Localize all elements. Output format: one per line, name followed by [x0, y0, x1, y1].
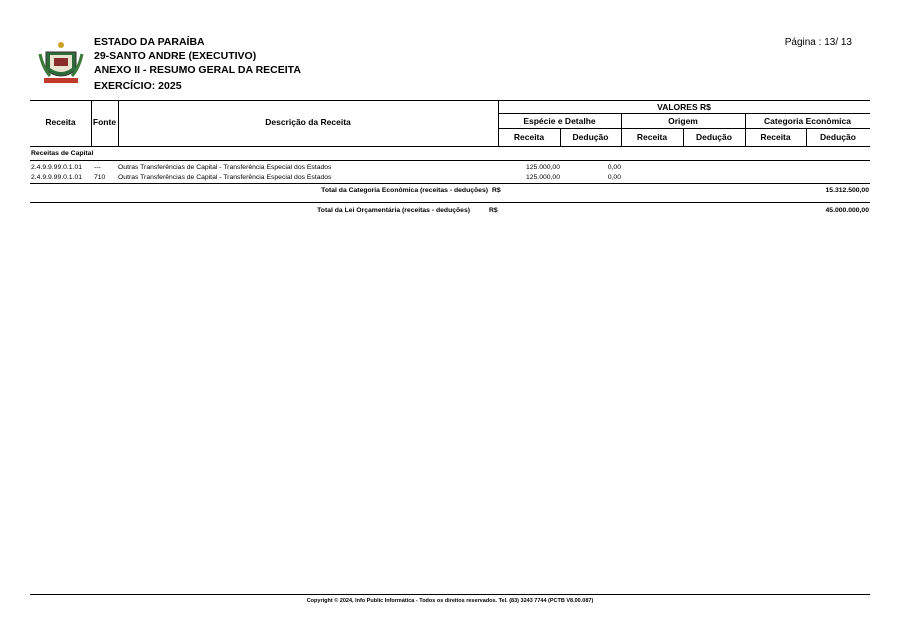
- copyright-footer: Copyright © 2024, Info Public Informática - Todos os direitos reservados. Tel. (83) 3243 7744 (PCTB V8.00.087): [306, 598, 594, 604]
- sub-header-deducao: Dedução: [572, 132, 609, 142]
- row-descricao: Outras Transferências de Capital - Transferência Especial dos Estados: [118, 174, 332, 181]
- sub-header-receita: Receita: [760, 132, 791, 142]
- total-lei-label: Total da Lei Orçamentária (receitas - deduções): [317, 207, 470, 214]
- section-title: Receitas de Capital: [31, 150, 94, 157]
- fiscal-year: EXERCÍCIO: 2025: [94, 80, 182, 92]
- group-especie-detalhe: Espécie e Detalhe: [523, 116, 596, 126]
- row-fonte: ---: [94, 164, 101, 171]
- col-header-receita: Receita: [45, 117, 76, 127]
- total-categoria-currency: R$: [492, 187, 501, 194]
- group-categoria-economica: Categoria Econômica: [764, 116, 851, 126]
- col-header-fonte: Fonte: [92, 117, 117, 127]
- coat-of-arms-logo: [38, 40, 84, 86]
- sub-header-receita: Receita: [513, 132, 545, 142]
- page-number: Página : 13/ 13: [784, 37, 852, 48]
- group-origem: Origem: [668, 116, 698, 126]
- row-deducao-value: 0,00: [607, 164, 621, 171]
- sub-header-receita: Receita: [636, 132, 668, 142]
- col-header-descricao: Descrição da Receita: [265, 117, 351, 127]
- state-title: ESTADO DA PARAÍBA: [94, 36, 205, 48]
- row-receita-value: 125.000,00: [525, 164, 560, 171]
- sub-header-deducao: Dedução: [696, 132, 732, 142]
- total-categoria-value: 15.312.500,00: [825, 187, 869, 194]
- total-categoria-label: Total da Categoria Econômica (receitas - deduções): [321, 187, 488, 194]
- total-lei-value: 45.000.000,00: [825, 207, 869, 214]
- row-code: 2.4.9.9.99.0.1.01: [31, 174, 83, 181]
- annex-title: ANEXO II - RESUMO GERAL DA RECEITA: [94, 64, 301, 76]
- row-deducao-value: 0,00: [607, 174, 621, 181]
- entity-title: 29-SANTO ANDRE (EXECUTIVO): [94, 50, 257, 62]
- row-code: 2.4.9.9.99.0.1.01: [31, 164, 83, 171]
- valores-header: VALORES R$: [657, 102, 711, 112]
- row-receita-value: 125.000,00: [525, 174, 560, 181]
- total-lei-currency: R$: [489, 207, 498, 214]
- row-descricao: Outras Transferências de Capital - Transferência Especial dos Estados: [118, 164, 332, 171]
- row-fonte: 710: [94, 174, 106, 181]
- sub-header-deducao: Dedução: [820, 132, 856, 142]
